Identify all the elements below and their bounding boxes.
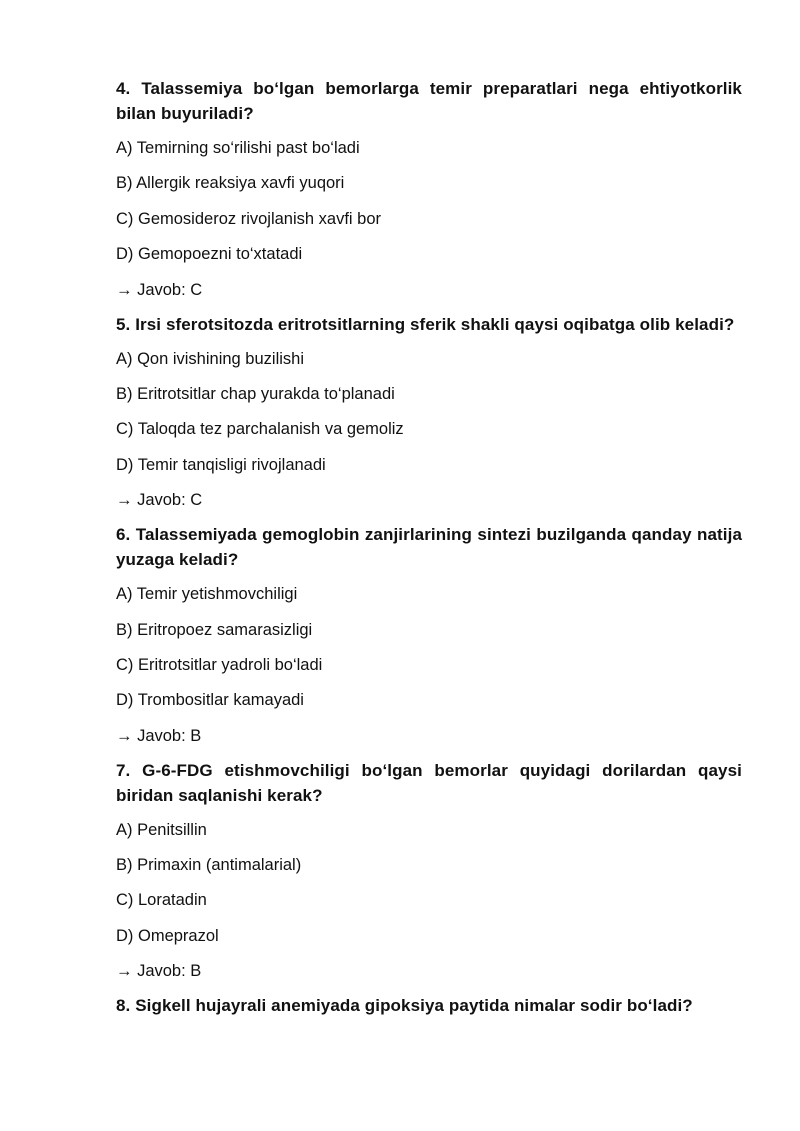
answer-line: → Javob: B: [116, 726, 202, 745]
answer-line: → Javob: C: [116, 491, 203, 510]
question-block-4: [116, 76, 742, 301]
option-d: D) Temir tanqisligi rivojlanadi: [116, 455, 326, 474]
option-c: C) Loratadin: [116, 891, 207, 910]
option-c: C) Gemosideroz rivojlanish xavfi bor: [116, 209, 382, 228]
option-b: B) Eritrotsitlar chap yurakda to‘planadi: [116, 384, 395, 403]
option-b: B) Primaxin (antimalarial): [116, 856, 302, 875]
question-title: 8. Sigkell hujayrali anemiyada gipoksiya paytida nimalar sodir bo‘ladi?: [116, 996, 693, 1016]
option-a: A) Qon ivishining buzilishi: [116, 349, 305, 368]
question-title: 7. G-6-FDG etishmovchiligi bo‘lgan bemorlar quyidagi dorilardan qaysi biridan saqlanishi kerak?: [116, 760, 742, 805]
question-block-5: [116, 312, 742, 512]
option-d: D) Omeprazol: [116, 926, 219, 945]
question-block-8: [116, 993, 742, 1018]
option-b: B) Eritropoez samarasizligi: [116, 620, 313, 639]
answer-line: → Javob: C: [116, 280, 203, 299]
question-title: 4. Talassemiya bo‘lgan bemorlarga temir preparatlari nega ehtiyotkorlik bilan buyuriladi?: [116, 79, 742, 123]
option-c: C) Eritrotsitlar yadroli bo‘ladi: [116, 655, 323, 674]
option-a: A) Penitsillin: [116, 820, 207, 839]
question-block-7: [116, 758, 742, 983]
question-block-6: [116, 522, 742, 747]
quiz-content: [116, 76, 742, 1029]
question-title: 5. Irsi sferotsitozda eritrotsitlarning sferik shakli qaysi oqibatga olib keladi?: [116, 314, 735, 334]
option-d: D) Gemopoezni to‘xtatadi: [116, 245, 303, 264]
option-b: B) Allergik reaksiya xavfi yuqori: [116, 174, 345, 193]
option-d: D) Trombositlar kamayadi: [116, 691, 304, 710]
answer-line: → Javob: B: [116, 962, 202, 981]
option-a: A) Temir yetishmovchiligi: [116, 585, 298, 604]
option-a: A) Temirning so‘rilishi past bo‘ladi: [116, 139, 360, 157]
question-title: 6. Talassemiyada gemoglobin zanjirlarining sintezi buzilganda qanday natija yuzaga keladi?: [116, 525, 742, 570]
option-c: C) Taloqda tez parchalanish va gemoliz: [116, 420, 404, 439]
